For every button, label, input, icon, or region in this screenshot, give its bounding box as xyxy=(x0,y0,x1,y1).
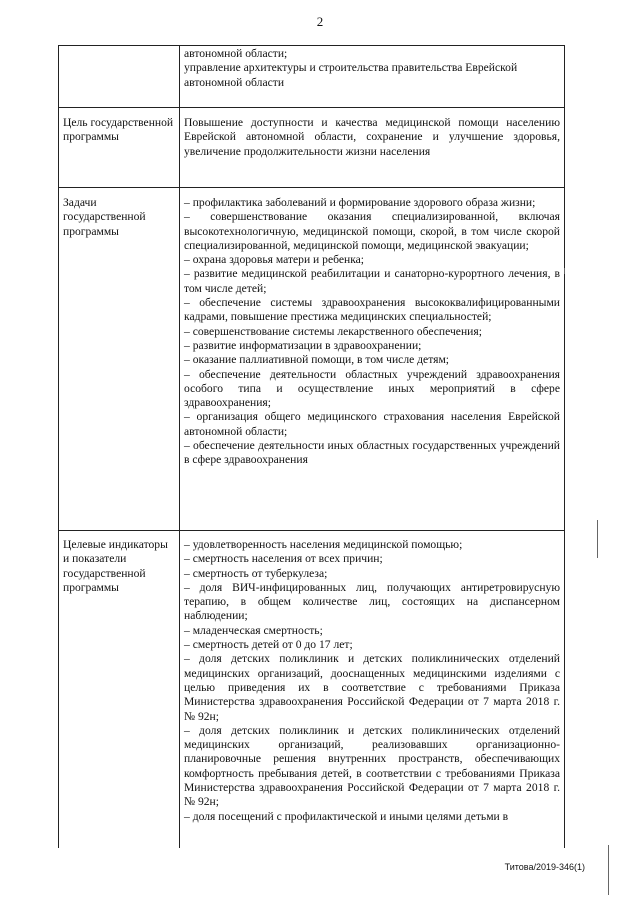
indicator-item: – младенческая смертность; xyxy=(184,623,323,637)
row-label: Задачи государственной программы xyxy=(59,188,180,531)
task-item: – оказание паллиативной помощи, в том числе детям; xyxy=(184,353,449,367)
indicator-item: – доля ВИЧ-инфицированных лиц, получающих антиретровирусную терапию, в общем количестве лиц, состоящих на диспансерном наблюдении; xyxy=(184,580,560,623)
scan-margin-mark xyxy=(608,845,609,895)
scan-margin-mark xyxy=(597,520,598,558)
row-content xyxy=(180,531,565,849)
page-number: 2 xyxy=(316,14,324,29)
task-item: – развитие медицинской реабилитации и санаторно-курортного лечения, в том числе детей; xyxy=(184,267,560,295)
scan-margin-mark xyxy=(564,268,565,274)
table-row xyxy=(59,531,565,849)
indicator-item: – доля детских поликлиник и детских поликлинических отделений медицинских организаций, дооснащенных медицинскими изделиями с целью приведения их в соответствие с требованиями Приказа Министерства здравоохранения Российской Федерации от 7 марта 2018 г. № 92н; xyxy=(184,652,560,723)
table-row xyxy=(59,108,565,188)
task-item: – профилактика заболеваний и формирование здорового образа жизни; xyxy=(184,196,536,209)
task-item: – обеспечение деятельности иных областных государственных учреждений в сфере здравоохранения xyxy=(184,439,560,467)
task-item: – обеспечение деятельности областных учреждений здравоохранения особого типа и осуществление иных мероприятий в сфере здравоохранения; xyxy=(184,367,560,410)
table-row xyxy=(59,188,565,531)
row-content xyxy=(180,46,565,108)
task-item: – обеспечение системы здравоохранения высококвалифицированными кадрами, повышение престижа медицинских специальностей; xyxy=(184,296,560,324)
row-label: Цель государственной программы xyxy=(59,108,180,188)
task-item: – развитие информатизации в здравоохранении; xyxy=(184,338,422,352)
content-paragraph: Повышение доступности и качества медицинской помощи населению Еврейской автономной области, сохранение и улучшение здоровья, увеличение продолжительности жизни населения xyxy=(184,116,560,158)
program-passport-table xyxy=(58,45,565,848)
indicator-item: – смертность населения от всех причин; xyxy=(184,552,383,566)
row-content xyxy=(180,108,565,188)
row-content xyxy=(180,188,565,531)
row-label: Целевые индикаторы и показатели государственной программы xyxy=(59,531,180,849)
task-item: – охрана здоровья матери и ребенка; xyxy=(184,253,365,267)
content-paragraph: автономной области; xyxy=(184,47,288,60)
table-row xyxy=(59,46,565,108)
indicator-item: – доля детских поликлиник и детских поликлинических отделений медицинских организаций, реализовавших организационно-планировочные решения внутренних пространств, обеспечивающих комфортность пребывания детей, в соответствии с требованиями Приказа Министерства здравоохранения Российской Федерации от 7 марта 2018 г. № 92н; xyxy=(184,723,560,809)
task-item: – совершенствование оказания специализированной, включая высокотехнологичную, медицинской помощи, скорой, в том числе скорой специализированной, медицинской помощи, медицинской эвакуации; xyxy=(184,210,560,252)
content-paragraph: управление архитектуры и строительства правительства Еврейской автономной области xyxy=(184,61,518,89)
indicator-item: – доля посещений с профилактической и иными целями детьми в xyxy=(184,809,509,823)
document-code: Титова/2019-346(1) xyxy=(504,862,585,872)
task-item: – организация общего медицинского страхования населения Еврейской автономной области; xyxy=(184,410,560,438)
row-label xyxy=(59,46,180,108)
task-item: – совершенствование системы лекарственного обеспечения; xyxy=(184,324,482,338)
indicator-item: – удовлетворенность населения медицинской помощью; xyxy=(184,538,463,551)
indicator-item: – смертность от туберкулеза; xyxy=(184,566,328,580)
indicator-item: – смертность детей от 0 до 17 лет; xyxy=(184,638,353,652)
